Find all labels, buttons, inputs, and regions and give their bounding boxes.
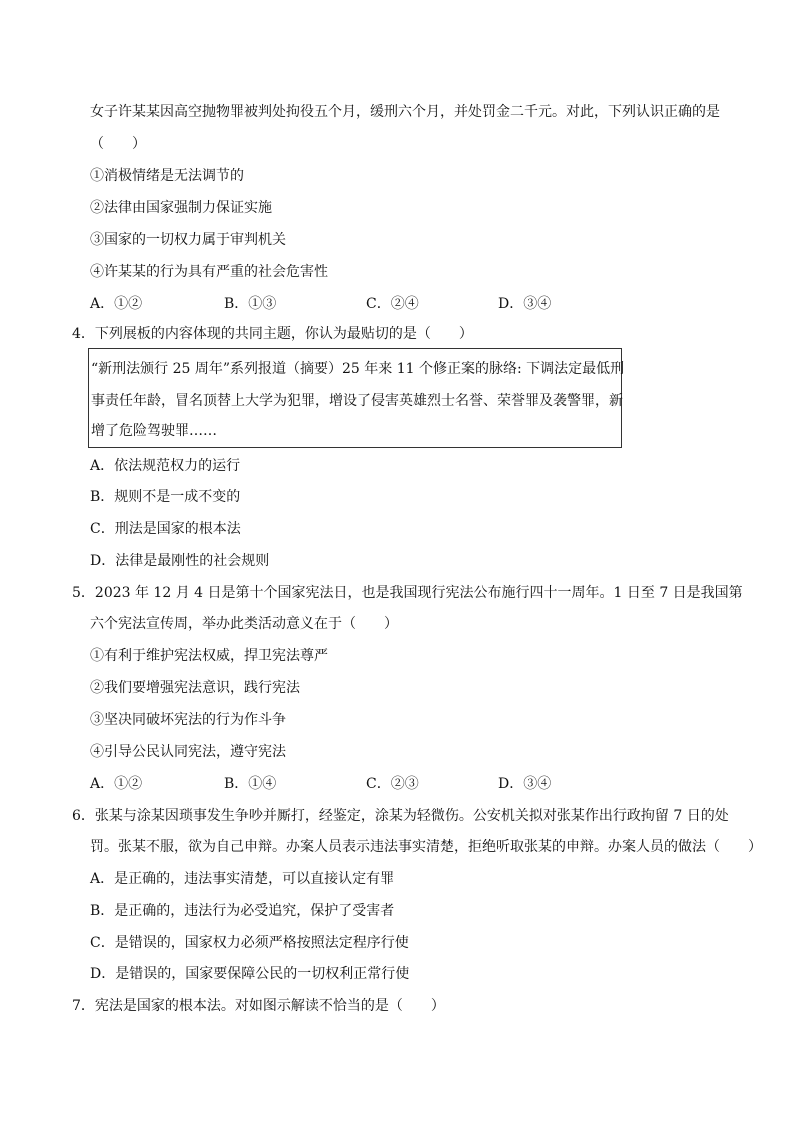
q3-item-2: ②法律由国家强制力保证实施 [90, 200, 272, 216]
q3-options [90, 294, 650, 314]
q3-item-3: ③国家的一切权力属于审判机关 [90, 232, 286, 248]
q4-display-board [88, 348, 625, 448]
q3-option-a[interactable]: A．①② [90, 296, 143, 312]
q4-stem: 4．下列展板的内容体现的共同主题，你认为最贴切的是（ ） [72, 326, 473, 342]
q5-option-b[interactable]: B．①④ [224, 776, 277, 792]
q6-option-a[interactable]: A．是正确的，违法事实清楚，可以直接认定有罪 [90, 871, 395, 887]
q3-option-d[interactable]: D．③④ [498, 296, 552, 312]
q5-stem-line1: 5．2023 年 12 月 4 日是第十个国家宪法日，也是我国现行宪法公布施行四十一周年。1 日至 7 日是我国第 [72, 585, 743, 601]
q6-stem-line2: 罚。张某不服，欲为自己申辩。办案人员表示违法事实清楚，拒绝听取张某的申辩。办案人员的做法（ ） [90, 839, 762, 855]
q3-item-4: ④许某某的行为具有严重的社会危害性 [90, 264, 328, 280]
q4-option-c[interactable]: C．刑法是国家的根本法 [90, 521, 241, 537]
q3-stem-line2: （ ） [90, 136, 146, 152]
q6-option-d[interactable]: D．是错误的，国家要保障公民的一切权利正常行使 [90, 966, 410, 982]
q5-item-3: ③坚决同破坏宪法的行为作斗争 [90, 712, 286, 728]
q5-option-c[interactable]: C．②③ [366, 776, 419, 792]
q4-option-d[interactable]: D．法律是最刚性的社会规则 [90, 553, 270, 569]
q3-option-c[interactable]: C．②④ [366, 296, 419, 312]
q5-item-4: ④引导公民认同宪法，遵守宪法 [90, 744, 286, 760]
q5-item-2: ②我们要增强宪法意识，践行宪法 [90, 680, 300, 696]
q6-stem-line1: 6．张某与涂某因琐事发生争吵并厮打，经鉴定，涂某为轻微伤。公安机关拟对张某作出行政拘留 7 日的处 [72, 808, 729, 824]
q5-item-1: ①有利于维护宪法权威，捍卫宪法尊严 [90, 648, 328, 664]
q5-option-d[interactable]: D．③④ [498, 776, 552, 792]
q3-stem-line1: 女子许某某因高空抛物罪被判处拘役五个月，缓刑六个月，并处罚金二千元。对此，下列认识正确的是 [90, 104, 720, 120]
q4-board-line3: 增了危险驾驶罪…… [91, 423, 217, 439]
q5-option-a[interactable]: A．①② [90, 776, 143, 792]
q5-stem-line2: 六个宪法宣传周，举办此类活动意义在于（ ） [90, 616, 398, 632]
q4-board-line2: 事责任年龄，冒名顶替上大学为犯罪，增设了侵害英雄烈士名誉、荣誉罪及袭警罪，新 [91, 393, 623, 409]
q4-option-b[interactable]: B．规则不是一成不变的 [90, 489, 241, 505]
q7-stem: 7．宪法是国家的根本法。对如图示解读不恰当的是（ ） [72, 998, 445, 1014]
q4-option-a[interactable]: A．依法规范权力的运行 [90, 458, 241, 474]
q6-option-c[interactable]: C．是错误的，国家权力必须严格按照法定程序行使 [90, 935, 409, 951]
q3-item-1: ①消极情绪是无法调节的 [90, 168, 244, 184]
q3-option-b[interactable]: B．①③ [224, 296, 277, 312]
q4-board-line1: “新刑法颁行 25 周年”系列报道（摘要）25 年来 11 个修正案的脉络: 下调法定最低刑 [91, 361, 625, 377]
q6-option-b[interactable]: B．是正确的，违法行为必受追究，保护了受害者 [90, 903, 395, 919]
q5-options [90, 774, 650, 794]
